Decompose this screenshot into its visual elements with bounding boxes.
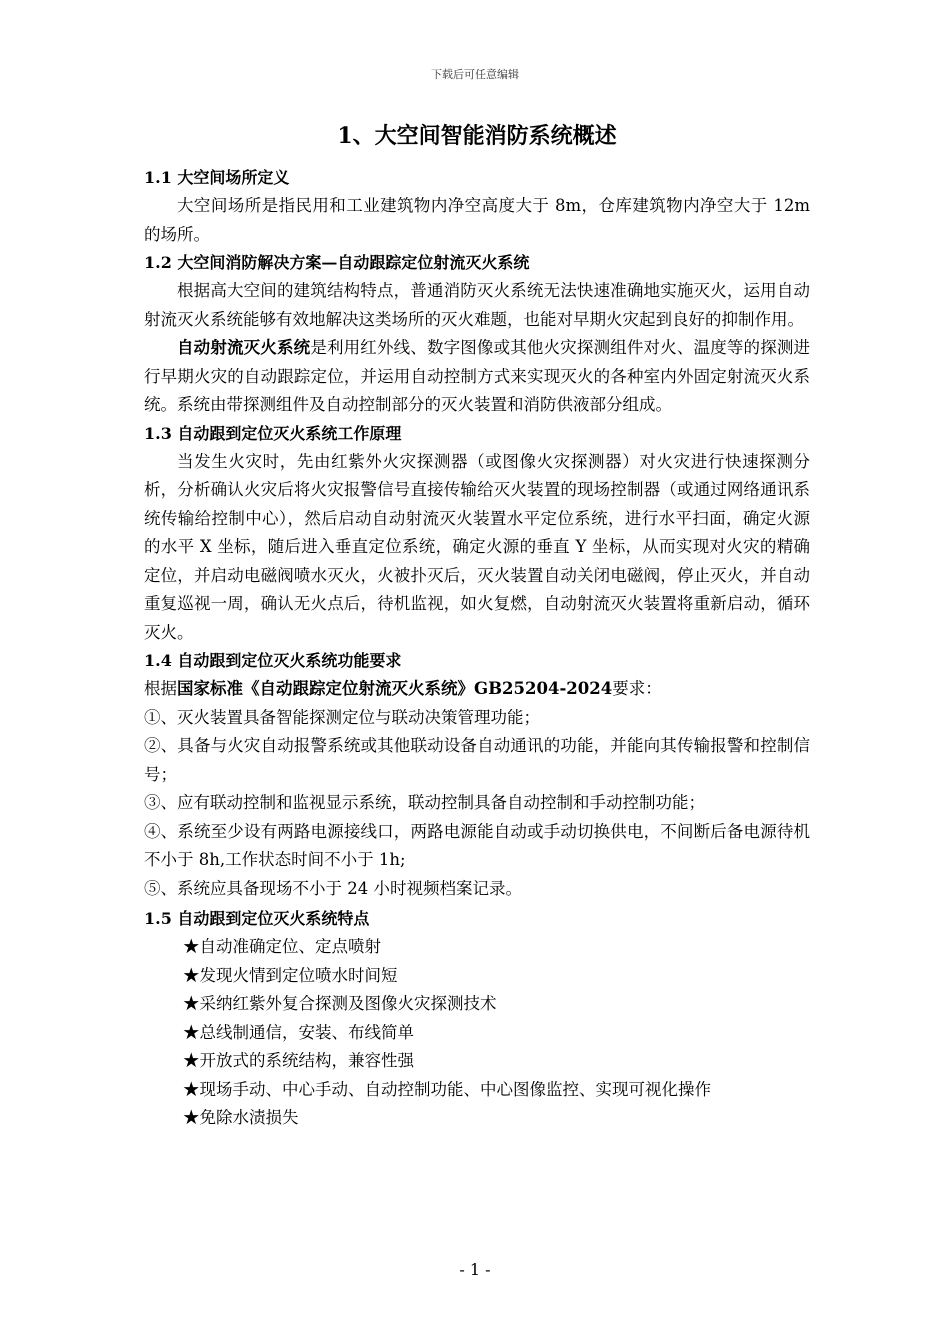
- document-title: 1、大空间智能消防系统概述: [337, 123, 617, 149]
- requirement-item: ⑤、系统应具备现场不小于 24 小时视频档案记录。: [144, 878, 522, 898]
- requirement-item: ②、具备与火灾自动报警系统或其他联动设备自动通讯的功能，并能向其传输报警和控制信号；: [144, 736, 810, 784]
- paragraph: 根据高大空间的建筑结构特点，普通消防灭火系统无法快速准确地实施灭火，运用自动射流灭火系统能够有效地解决这类场所的灭火难题，也能对早期火灾起到良好的抑制作用。: [144, 281, 810, 329]
- intro-text: 要求：: [612, 679, 662, 698]
- section-heading-1-1: 1.1 大空间场所定义: [144, 168, 290, 187]
- feature-item: ★开放式的系统结构，兼容性强: [183, 1051, 414, 1070]
- section-heading-1-3: 1.3 自动跟到定位灭火系统工作原理: [144, 423, 402, 443]
- feature-item: ★现场手动、中心手动、自动控制功能、中心图像监控、实现可视化操作: [183, 1079, 711, 1099]
- requirement-item: ③、应有联动控制和监视显示系统，联动控制具备自动控制和手动控制功能；: [144, 793, 705, 812]
- feature-item: ★总线制通信，安装、布线简单: [183, 1022, 414, 1042]
- section-heading-1-5: 1.5 自动跟到定位灭火系统特点: [144, 909, 370, 928]
- page-header: 下载后可任意编辑: [431, 68, 519, 81]
- paragraph: 大空间场所是指民用和工业建筑物内净空高度大于 8m，仓库建筑物内净空大于 12m 的场所。: [144, 196, 810, 244]
- feature-item: ★免除水渍损失: [183, 1108, 299, 1127]
- paragraph-text: 是利用红外线、数字图像或其他火灾探测组件对火、温度等的探测进行早期火灾的自动跟踪定位，并运用自动控制方式来实现灭火的各种室内外固定射流灭火系统。系统由带探测组件及自动控制部分的灭火装置和消防供液部分组成。: [144, 338, 811, 414]
- page-number: - 1 -: [459, 1260, 491, 1279]
- paragraph: 当发生火灾时，先由红紫外火灾探测器（或图像火灾探测器）对火灾进行快速探测分析，分析确认火灾后将火灾报警信号直接传输给灭火装置的现场控制器（或通过网络通讯系统传输给控制中心），然后启动自动射流灭火装置水平定位系统，进行水平扫面，确定火源的水平 X 坐标，随后进入垂直定位系统，确定火源的垂直 Y 坐标，从而实现对火灾的精确定位，并启动电磁阀喷水灭火，火被扑灭后，灭火装置自动关闭电磁阀，停止灭火，并自动重复巡视一周，确认无火点后，待机监视，如火复燃，自动射流灭火装置将重新启动，循环灭火。: [144, 451, 810, 642]
- bold-term: 自动射流灭火系统: [177, 338, 311, 357]
- section-heading-1-4: 1.4 自动跟到定位灭火系统功能要求: [144, 651, 402, 670]
- section-heading-1-2: 1.2 大空间消防解决方案—自动跟踪定位射流灭火系统: [144, 253, 530, 272]
- feature-item: ★发现火情到定位喷水时间短: [183, 965, 398, 985]
- feature-item: ★采纳红紫外复合探测及图像火灾探测技术: [183, 994, 497, 1013]
- paragraph: [144, 334, 810, 420]
- requirements-intro: [144, 675, 810, 704]
- intro-text: 根据: [144, 679, 177, 698]
- standard-name: 国家标准《自动跟踪定位射流灭火系统》GB25204-2024: [177, 679, 613, 698]
- document-body: [144, 118, 810, 1133]
- requirement-item: ①、灭火装置具备智能探测定位与联动决策管理功能；: [144, 707, 540, 727]
- requirement-item: ④、系统至少设有两路电源接线口，两路电源能自动或手动切换供电，不间断后备电源待机不小于 8h,工作状态时间不小于 1h;: [144, 821, 810, 869]
- feature-item: ★自动准确定位、定点喷射: [183, 937, 381, 956]
